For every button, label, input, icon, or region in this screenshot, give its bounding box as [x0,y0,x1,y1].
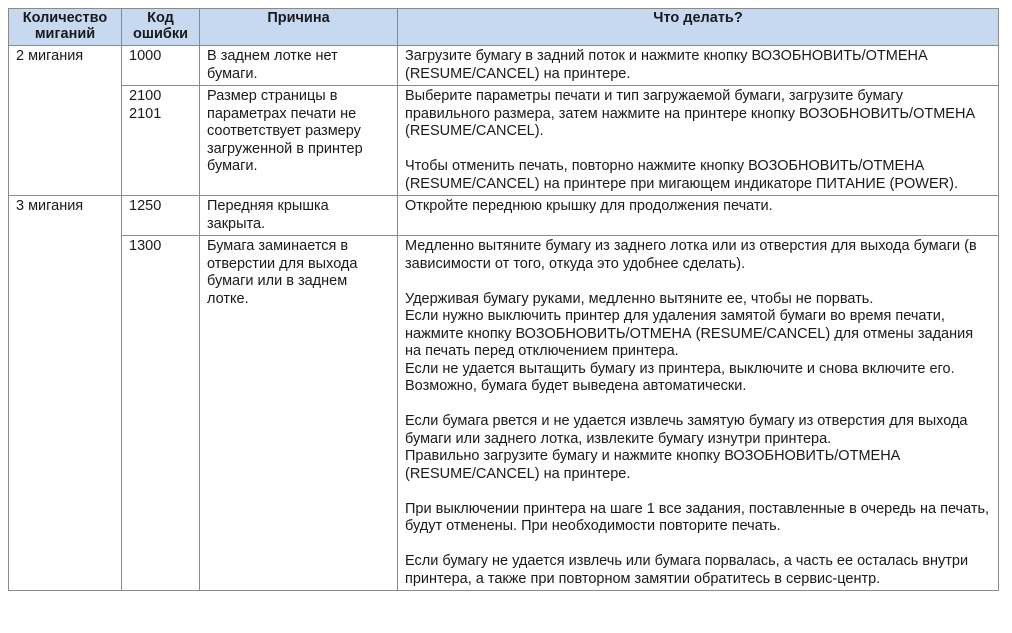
action-cell [398,86,999,196]
header-action: Что делать? [398,9,999,46]
header-cause: Причина [200,9,398,46]
table-row [9,196,999,236]
action-paragraph: При выключении принтера на шаге 1 все задания, поставленные в очередь на печать, будут отменены. При необходимости повторите печать. [405,500,990,534]
action-paragraph: Загрузите бумагу в задний поток и нажмите кнопку ВОЗОБНОВИТЬ/ОТМЕНА (RESUME/CANCEL) на принтере. [405,48,928,82]
cause-cell: В заднем лотке нет бумаги. [200,46,398,86]
action-paragraph: Выберите параметры печати и тип загружаемой бумаги, загрузите бумагу правильного размера, затем нажмите на принтере кнопку ВОЗОБНОВИТЬ/ОТМЕНА (RESUME/CANCEL). [405,88,976,139]
error-code-cell: 1000 [122,46,200,86]
error-code-cell: 1300 [122,236,200,591]
action-cell [398,46,999,86]
cause-cell: Размер страницы в параметрах печати не соответствует размеру загруженной в принтер бумаги. [200,86,398,196]
action-paragraph: Удерживая бумагу руками, медленно вытяните ее, чтобы не порвать. Если нужно выключить принтер для удаления замятой бумаги во время печати, нажмите кнопку ВОЗОБНОВИТЬ/ОТМЕНА (RESUME/CANCEL) для отмены задания на печать перед отключением принтера. Если не удается вытащить бумагу из принтера, выключите и снова включите его. Возможно, бумага будет выведена автоматически. [405,290,974,394]
table-header-row [9,9,999,46]
table-row [9,46,999,86]
header-error-code: Код ошибки [122,9,200,46]
cause-cell: Бумага заминается в отверстии для выхода бумаги или в заднем лотке. [200,236,398,591]
action-paragraph: Медленно вытяните бумагу из заднего лотка или из отверстия для выхода бумаги (в зависимости от того, откуда это удобнее сделать). [405,238,977,272]
action-paragraph: Чтобы отменить печать, повторно нажмите кнопку ВОЗОБНОВИТЬ/ОТМЕНА (RESUME/CANCEL) на принтере при мигающем индикаторе ПИТАНИЕ (POWER). [405,158,958,192]
table-row [9,86,999,196]
error-code-cell: 2100 2101 [122,86,200,196]
error-code-cell: 1250 [122,196,200,236]
action-cell [398,196,999,236]
cause-cell: Передняя крышка закрыта. [200,196,398,236]
blinks-cell: 3 мигания [9,196,122,591]
action-paragraph: Если бумагу не удается извлечь или бумага порвалась, а часть ее осталась внутри принтера, а также при повторном замятии обратитесь в сервис-центр. [405,553,969,587]
table-row [9,236,999,591]
action-paragraph: Откройте переднюю крышку для продолжения печати. [405,198,773,214]
error-code-table [8,8,999,591]
header-blinks: Количество миганий [9,9,122,46]
blinks-cell: 2 мигания [9,46,122,196]
action-paragraph: Если бумага рвется и не удается извлечь замятую бумагу из отверстия для выхода бумаги или заднего лотка, извлеките бумагу изнутри принтера. Правильно загрузите бумагу и нажмите кнопку ВОЗОБНОВИТЬ/ОТМЕНА (RESUME/CANCEL) на принтере. [405,413,968,482]
action-cell [398,236,999,591]
